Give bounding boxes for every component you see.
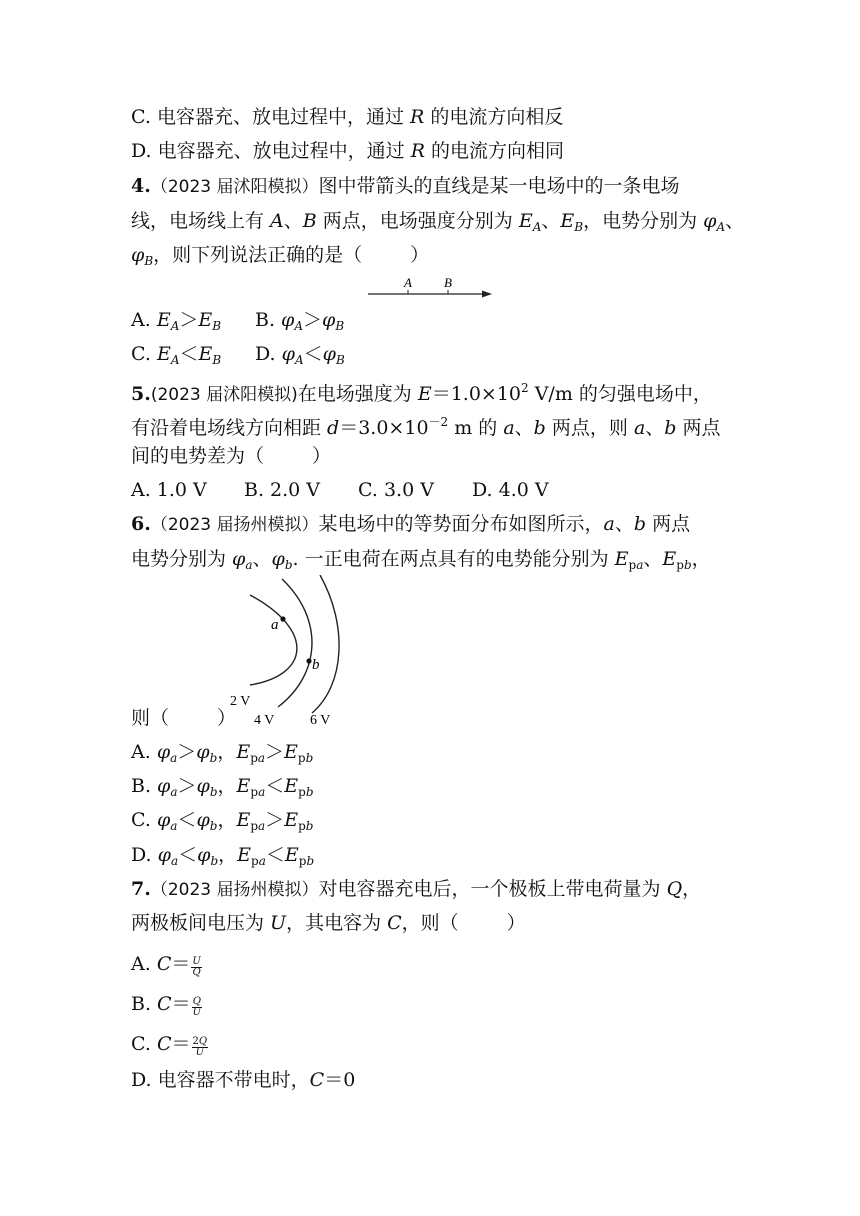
q5-option-a: A. 1.0 V xyxy=(131,479,207,501)
q3-option-c: C. 电容器充、放电过程中，通过 R 的电流方向相反 xyxy=(131,106,564,128)
q5-line1: 5.(2023 届沭阳模拟)在电场强度为 $E=1.0\times 10^2$ V/m 的匀强电场中， xyxy=(131,381,712,405)
q5-line3: 间的电势差为（ ） xyxy=(131,445,332,467)
q6-line3-text: 则（ xyxy=(131,707,170,729)
q7-line1: 7.（2023 届扬州模拟）对电容器充电后，一个极板上带电荷量为 Q， xyxy=(131,878,702,900)
q3-option-d: D. 电容器充、放电过程中，通过 R 的电流方向相同 xyxy=(131,140,565,162)
q7-option-b: B. C＝ $\frac{Q}{U}$ xyxy=(131,993,202,1018)
q4-option-a: A. $E_A>E_B$ xyxy=(131,309,222,333)
q4-number: 4. xyxy=(131,175,151,197)
label-4v: 4 V xyxy=(254,713,275,728)
q5-option-b: B. 2.0 V xyxy=(244,479,321,501)
q6-line1: 6.（2023 届扬州模拟）某电场中的等势面分布如图所示，a、b 两点 xyxy=(131,513,691,535)
point-b xyxy=(306,658,311,663)
q5-option-c: C. 3.0 V xyxy=(358,479,434,501)
q4-line2: 线，电场线上有 A、B 两点，电场强度分别为 $E_A$、$E_B$，电势分别为 $\varphi_A$、 xyxy=(131,210,745,234)
label-a: A xyxy=(404,275,412,290)
q4-source: （2023 届沭阳模拟） xyxy=(150,177,319,197)
fraction-q-over-u: $\frac{Q}{U}$ xyxy=(192,996,202,1018)
q4-field-line-figure xyxy=(360,272,500,302)
q4-line3-text: ，则下列说法正确的是（ xyxy=(153,244,363,266)
q6-source: （2023 届扬州模拟） xyxy=(150,515,319,535)
fraction-2q-over-u: $\frac{2Q}{U}$ xyxy=(192,1036,208,1058)
q6-option-b: B. $\varphi_a>\varphi_b$，$E_{pa}<E_{pb}$ xyxy=(131,775,314,799)
q4-option-d: D. $\varphi_A<\varphi_B$ xyxy=(255,343,345,367)
q6-equipotential-figure xyxy=(220,575,370,730)
q5-number: 5. xyxy=(131,383,151,405)
q6-option-d: D. $\varphi_a<\varphi_b$，$E_{pa}<E_{pb}$ xyxy=(131,844,315,868)
q5-source: (2023 届沭阳模拟) xyxy=(150,385,298,405)
q7-option-c: C. C＝ $\frac{2Q}{U}$ xyxy=(131,1033,208,1058)
q6-number: 6. xyxy=(131,513,151,535)
q7-number: 7. xyxy=(131,878,151,900)
q4-options-row2 xyxy=(131,340,345,374)
fraction-u-over-q: $\frac{U}{Q}$ xyxy=(192,956,201,978)
q5-line3-text: 间的电势差为（ xyxy=(131,445,265,467)
equipotential-4v xyxy=(278,579,312,707)
label-6v: 6 V xyxy=(310,713,331,728)
label-b: B xyxy=(444,275,452,290)
q4-option-b: B. $\varphi_A>\varphi_B$ xyxy=(255,309,345,333)
q7-line2: 两极板间电压为 U，其电容为 C，则（ ） xyxy=(131,912,526,934)
q4-options-row1 xyxy=(131,306,344,340)
equipotential-6v xyxy=(312,575,339,713)
label-b: b xyxy=(312,657,320,673)
equipotential-2v xyxy=(250,595,297,685)
q6-option-c: C. $\varphi_a<\varphi_b$，$E_{pa}>E_{pb}$ xyxy=(131,809,314,833)
q4-option-c: C. $E_A<E_B$ xyxy=(131,343,222,367)
q6-option-a: A. $\varphi_a>\varphi_b$，$E_{pa}>E_{pb}$ xyxy=(131,741,314,765)
q7-option-d: D. 电容器不带电时，C＝0 xyxy=(131,1069,356,1091)
q7-source: （2023 届扬州模拟） xyxy=(150,880,319,900)
label-a: a xyxy=(271,617,279,633)
point-a xyxy=(280,616,285,621)
q6-line3: 则（ ） xyxy=(131,707,237,729)
arrowhead-icon xyxy=(482,291,492,298)
q5-line2: 有沿着电场线方向相距 $d=3.0\times 10^{-2}$ m 的 a、b 两点，则 a、b 两点 xyxy=(131,415,721,439)
q4-text: 图中带箭头的直线是某一电场中的一条电场 xyxy=(318,175,680,197)
q4-line3: $\varphi_B$，则下列说法正确的是（ ） xyxy=(131,244,430,268)
q5-options xyxy=(131,476,549,504)
label-2v: 2 V xyxy=(230,694,251,709)
q5-option-d: D. 4.0 V xyxy=(472,479,549,501)
q4-line1 xyxy=(131,172,680,201)
q7-option-a: A. C＝ $\frac{U}{Q}$ xyxy=(131,953,201,978)
q6-line2: 电势分别为 $\varphi_a$、$\varphi_b$. 一正电荷在两点具有的电势能分别为 $E_{pa}$、$E_{pb}$， xyxy=(131,548,711,572)
